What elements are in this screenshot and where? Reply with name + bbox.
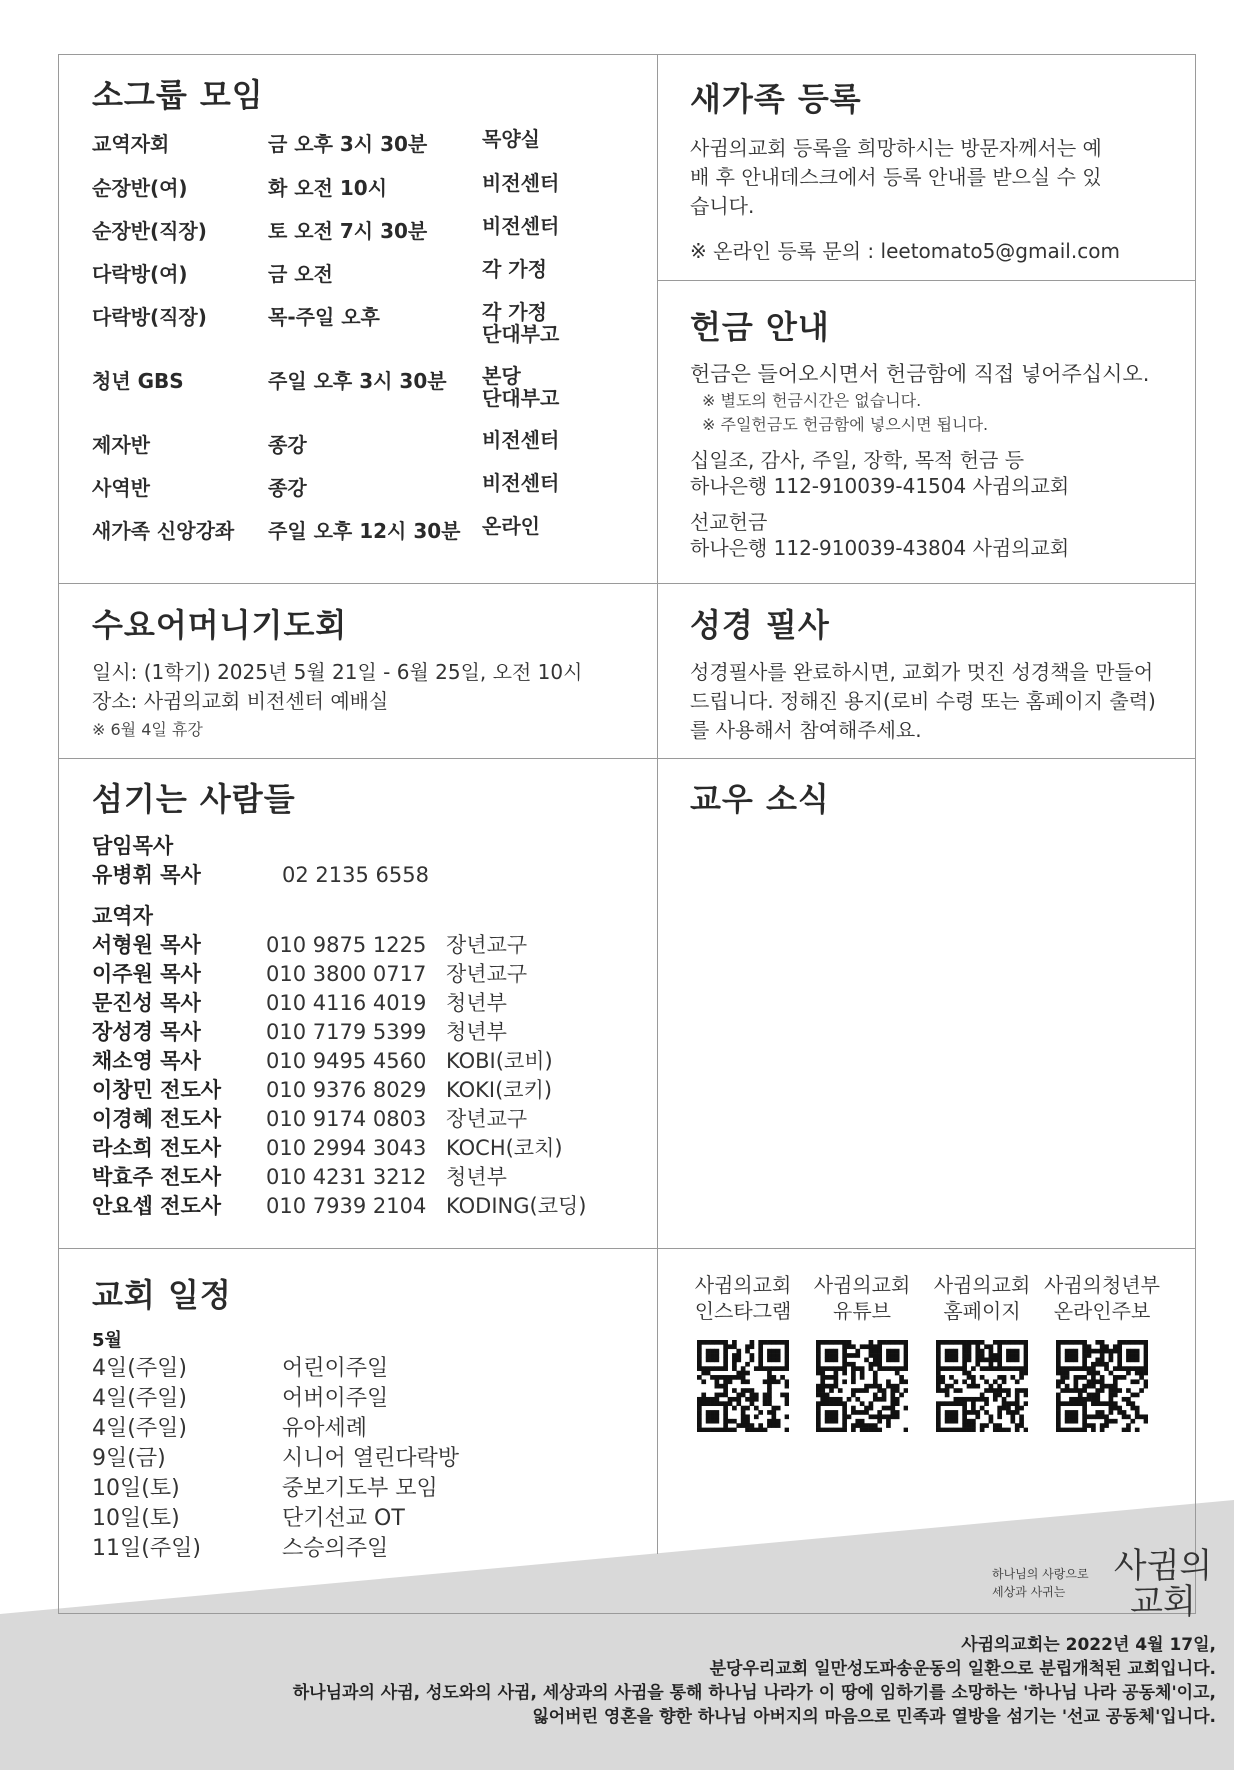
- staff-name: 유병휘 목사: [92, 863, 201, 887]
- table-row: [92, 215, 612, 258]
- staff-dept: 장년교구: [446, 962, 528, 986]
- schedule-date: 11일(주일): [92, 1536, 201, 1561]
- group-name: 새가족 신앙강좌: [92, 519, 235, 543]
- logo-tagline: [992, 1565, 1089, 1601]
- group-time: 금 오전: [268, 262, 333, 286]
- schedule-section: [92, 1270, 642, 1564]
- ministers-label: 교역자: [92, 904, 153, 928]
- schedule-event: 중보기도부 모임: [282, 1476, 438, 1501]
- wednesday-prayer-section: [92, 600, 642, 744]
- table-row: [92, 472, 612, 515]
- offering-account: 하나은행 112-910039-43804 사귐의교회: [690, 536, 1070, 560]
- table-row: [92, 301, 612, 365]
- small-groups-title: 소그룹 모임: [92, 76, 264, 114]
- group-place: 온라인: [482, 514, 540, 538]
- staff-row: [92, 960, 642, 989]
- staff-row: [92, 989, 642, 1018]
- qr-instagram[interactable]: [688, 1272, 798, 1432]
- offering-note: ※ 별도의 헌금시간은 없습니다.: [702, 391, 922, 410]
- staff-phone: 010 2994 3043: [266, 1136, 427, 1160]
- group-name: 사역반: [92, 476, 150, 500]
- schedule-date: 4일(주일): [92, 1356, 187, 1381]
- offering-account-label: 십일조, 감사, 주일, 장학, 목적 헌금 등: [690, 448, 1025, 472]
- group-time: 금 오후 3시 30분: [268, 132, 428, 156]
- qr-label: 사귐의교회: [694, 1273, 792, 1297]
- schedule-date: 10일(토): [92, 1506, 180, 1531]
- group-place: 비전센터: [482, 428, 560, 452]
- qr-homepage[interactable]: [927, 1272, 1037, 1432]
- group-place: 비전센터: [482, 214, 560, 238]
- row-divider: [58, 758, 1196, 759]
- staff-dept: KODING(코딩): [446, 1194, 587, 1218]
- qr-label: 인스타그램: [694, 1299, 792, 1323]
- small-groups-table: [92, 128, 612, 558]
- group-time: 목-주일 오후: [268, 305, 380, 329]
- staff-phone: 010 4231 3212: [266, 1165, 427, 1189]
- group-time: 토 오전 7시 30분: [268, 219, 428, 243]
- staff-phone: 010 9174 0803: [266, 1107, 427, 1131]
- staff-row: [92, 1105, 642, 1134]
- wednesday-prayer-place: 장소: 사귐의교회 비전센터 예배실: [92, 689, 389, 713]
- church-logo: [1108, 1548, 1218, 1620]
- staff-phone: 010 9495 4560: [266, 1049, 427, 1073]
- schedule-event: 어린이주일: [282, 1356, 389, 1381]
- qr-label: 유튜브: [833, 1299, 891, 1323]
- logo-tagline-line: 세상과 사귀는: [992, 1585, 1066, 1599]
- staff-phone: 010 9875 1225: [266, 933, 427, 957]
- staff-phone: 010 3800 0717: [266, 962, 427, 986]
- qr-online-bulletin[interactable]: [1040, 1272, 1164, 1432]
- schedule-row: [92, 1384, 642, 1414]
- staff-title: 섬기는 사람들: [92, 780, 296, 818]
- group-name: 청년 GBS: [92, 369, 184, 393]
- staff-name: 장성경 목사: [92, 1020, 201, 1044]
- staff-name: 이창민 전도사: [92, 1078, 222, 1102]
- offering-section: [690, 302, 1190, 561]
- staff-name: 안요셉 전도사: [92, 1194, 222, 1218]
- group-name: 다락방(직장): [92, 305, 207, 329]
- new-family-section: [690, 74, 1170, 266]
- logo-tagline-line: 하나님의 사랑으로: [992, 1567, 1089, 1581]
- offering-account: 하나은행 112-910039-41504 사귐의교회: [690, 474, 1070, 498]
- member-news-title: 교우 소식: [690, 780, 830, 818]
- qr-label: 사귐의청년부: [1044, 1273, 1160, 1297]
- staff-name: 문진성 목사: [92, 991, 201, 1015]
- group-name: 교역자회: [92, 132, 170, 156]
- bible-copying-body: 성경필사를 완료하시면, 교회가 멋진 성경책을 만들어 드립니다. 정해진 용지(로비 수령 또는 홈페이지 출력)를 사용해서 참여해주세요.: [690, 660, 1156, 742]
- group-place: 목양실: [482, 127, 540, 151]
- staff-row: [92, 1047, 642, 1076]
- staff-phone: 010 9376 8029: [266, 1078, 427, 1102]
- staff-dept: 청년부: [446, 1020, 507, 1044]
- schedule-row: [92, 1354, 642, 1384]
- schedule-title: 교회 일정: [92, 1276, 232, 1314]
- qr-label: 사귐의교회: [933, 1273, 1031, 1297]
- group-name: 순장반(여): [92, 176, 188, 200]
- table-row: [92, 429, 612, 472]
- qr-code-icon[interactable]: [936, 1340, 1028, 1432]
- staff-row: [92, 861, 642, 890]
- staff-row: [92, 1163, 642, 1192]
- staff-phone: 010 7939 2104: [266, 1194, 427, 1218]
- bible-copying-title: 성경 필사: [690, 606, 830, 644]
- qr-code-icon[interactable]: [697, 1340, 789, 1432]
- logo-name-line: 사귐의: [1113, 1546, 1213, 1586]
- staff-dept: KOKI(코키): [446, 1078, 553, 1102]
- offering-main: 헌금은 들어오시면서 헌금함에 직접 넣어주십시오.: [690, 362, 1150, 386]
- table-row: [92, 515, 612, 558]
- staff-row: [92, 931, 642, 960]
- schedule-row: [92, 1534, 642, 1564]
- qr-label: 온라인주보: [1053, 1299, 1151, 1323]
- offering-note: ※ 주일헌금도 헌금함에 넣으시면 됩니다.: [702, 415, 989, 434]
- column-divider: [657, 54, 658, 1554]
- staff-dept: 장년교구: [446, 933, 528, 957]
- footer-line: 잃어버린 영혼을 향한 하나님 아버지의 마음으로 민족과 열방을 섬기는 '선교 공동체'입니다.: [532, 1707, 1216, 1727]
- group-place: 본당 단대부고: [482, 364, 560, 410]
- table-row: [92, 365, 612, 429]
- staff-row: [92, 1134, 642, 1163]
- schedule-event: 어버이주일: [282, 1386, 389, 1411]
- schedule-row: [92, 1474, 642, 1504]
- new-family-title: 새가족 등록: [690, 80, 862, 118]
- staff-dept: 청년부: [446, 1165, 507, 1189]
- schedule-date: 4일(주일): [92, 1416, 187, 1441]
- footer-line: 사귐의교회는 2022년 4월 17일,: [961, 1635, 1216, 1655]
- wednesday-prayer-note: ※ 6월 4일 휴강: [92, 720, 203, 739]
- staff-phone: 02 2135 6558: [282, 863, 429, 887]
- schedule-event: 단기선교 OT: [282, 1506, 405, 1531]
- staff-dept: KOBI(코비): [446, 1049, 553, 1073]
- group-place: 각 가정 단대부고: [482, 300, 560, 346]
- qr-label: 사귐의교회: [813, 1273, 911, 1297]
- table-row: [92, 172, 612, 215]
- staff-dept: 청년부: [446, 991, 507, 1015]
- group-place: 각 가정: [482, 257, 547, 281]
- schedule-date: 4일(주일): [92, 1386, 187, 1411]
- offering-account-label: 선교헌금: [690, 510, 768, 534]
- footer-text: [293, 1633, 1216, 1729]
- group-name: 순장반(직장): [92, 219, 207, 243]
- wednesday-prayer-date: 일시: (1학기) 2025년 5월 21일 - 6월 25일, 오전 10시: [92, 660, 583, 684]
- logo-name-line: 교회: [1130, 1582, 1196, 1622]
- table-row: [92, 128, 612, 172]
- member-news-section: [690, 774, 830, 820]
- staff-name: 박효주 전도사: [92, 1165, 222, 1189]
- schedule-date: 10일(토): [92, 1476, 180, 1501]
- qr-youtube[interactable]: [807, 1272, 917, 1432]
- staff-phone: 010 4116 4019: [266, 991, 427, 1015]
- staff-phone: 010 7179 5399: [266, 1020, 427, 1044]
- footer-line: 하나님과의 사귐, 성도와의 사귐, 세상과의 사귐을 통해 하나님 나라가 이 땅에 임하기를 소망하는 '하나님 나라 공동체'이고,: [292, 1683, 1216, 1703]
- footer-line: 분당우리교회 일만성도파송운동의 일환으로 분립개척된 교회입니다.: [709, 1659, 1216, 1679]
- schedule-row: [92, 1444, 642, 1474]
- staff-name: 채소영 목사: [92, 1049, 201, 1073]
- group-name: 제자반: [92, 433, 150, 457]
- offering-title: 헌금 안내: [690, 308, 830, 346]
- schedule-month: 5월: [92, 1330, 122, 1351]
- small-groups-section: [92, 70, 264, 116]
- schedule-row: [92, 1414, 642, 1444]
- staff-row: [92, 1018, 642, 1047]
- group-place: 비전센터: [482, 171, 560, 195]
- group-time: 종강: [268, 476, 307, 500]
- staff-dept: 장년교구: [446, 1107, 528, 1131]
- staff-name: 이주원 목사: [92, 962, 201, 986]
- staff-dept: KOCH(코치): [446, 1136, 563, 1160]
- group-time: 주일 오후 12시 30분: [268, 519, 461, 543]
- new-family-contact: ※ 온라인 등록 문의 : leetomato5@gmail.com: [690, 239, 1120, 263]
- group-time: 주일 오후 3시 30분: [268, 369, 447, 393]
- row-divider: [658, 280, 1196, 281]
- schedule-event: 시니어 열린다락방: [282, 1446, 460, 1471]
- bible-copying-section: [690, 600, 1170, 745]
- group-name: 다락방(여): [92, 262, 188, 286]
- table-row: [92, 258, 612, 301]
- schedule-event: 스승의주일: [282, 1536, 389, 1561]
- qr-code-icon[interactable]: [1056, 1340, 1148, 1432]
- senior-pastor-label: 담임목사: [92, 834, 174, 858]
- staff-name: 서형원 목사: [92, 933, 201, 957]
- row-divider: [58, 583, 1196, 584]
- wednesday-prayer-title: 수요어머니기도회: [92, 606, 348, 644]
- group-time: 종강: [268, 433, 307, 457]
- staff-row: [92, 1192, 642, 1221]
- group-place: 비전센터: [482, 471, 560, 495]
- schedule-row: [92, 1504, 642, 1534]
- staff-name: 이경혜 전도사: [92, 1107, 222, 1131]
- qr-label: 홈페이지: [943, 1299, 1021, 1323]
- qr-code-icon[interactable]: [816, 1340, 908, 1432]
- staff-row: [92, 1076, 642, 1105]
- new-family-body: 사귐의교회 등록을 희망하시는 방문자께서는 예배 후 안내데스크에서 등록 안내를 받으실 수 있습니다.: [690, 136, 1102, 218]
- staff-name: 라소희 전도사: [92, 1136, 222, 1160]
- schedule-date: 9일(금): [92, 1446, 166, 1471]
- schedule-event: 유아세례: [282, 1416, 368, 1441]
- row-divider: [58, 1248, 1196, 1249]
- group-time: 화 오전 10시: [268, 176, 388, 200]
- staff-section: [92, 774, 642, 1221]
